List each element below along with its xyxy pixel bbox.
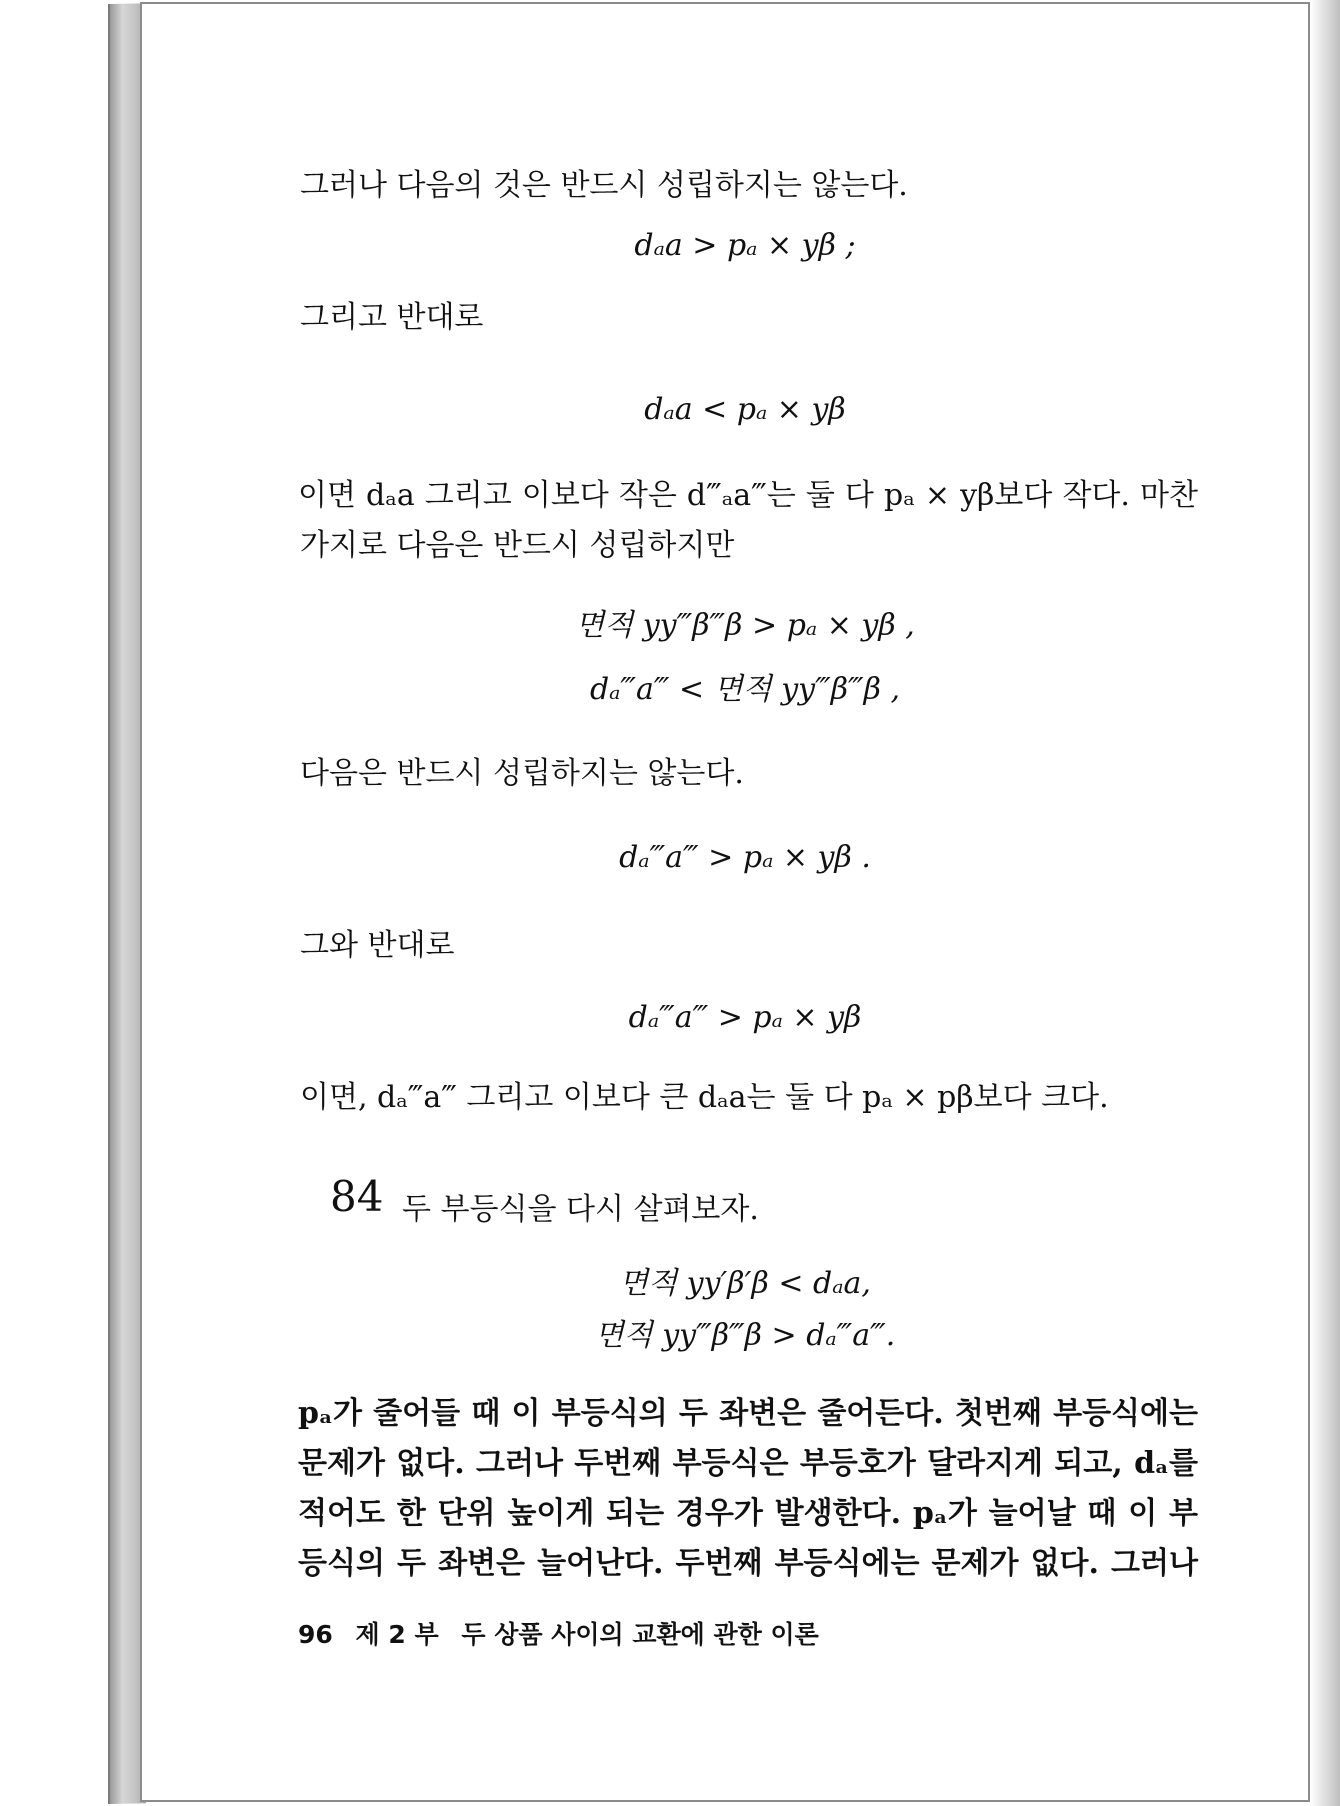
text-line-1: 그러나 다음의 것은 반드시 성립하지는 않는다.	[300, 168, 908, 203]
closing-line-2: 문제가 없다. 그러나 두번째 부등식은 부등호가 달라지게 되고, dₐ를	[298, 1446, 1198, 1481]
footer-title: 두 상품 사이의 교환에 관한 이론	[461, 1620, 819, 1649]
section-heading: 두 부등식을 다시 살펴보자.	[402, 1192, 759, 1227]
equation-2: dₐa < pₐ × yβ	[644, 392, 846, 427]
text-line-5: 다음은 반드시 성립하지는 않는다.	[300, 756, 744, 791]
closing-line-4: 등식의 두 좌변은 늘어난다. 두번째 부등식에는 문제가 없다. 그러나	[298, 1546, 1198, 1581]
text-line-6: 그와 반대로	[300, 928, 455, 963]
equation-4: dₐ‴a‴ < 면적 yy‴β‴β ,	[589, 672, 901, 707]
text-line-7: 이면, dₐ‴a‴ 그리고 이보다 큰 dₐa는 둘 다 pₐ × pβ보다 크다.	[300, 1080, 1109, 1115]
equation-5: dₐ‴a‴ > pₐ × yβ .	[619, 840, 871, 875]
page-footer	[298, 1615, 833, 1651]
text-line-2: 그리고 반대로	[300, 300, 484, 335]
equation-1: dₐa > pₐ × yβ ;	[634, 228, 856, 263]
page-edge-shadow	[1310, 0, 1340, 1806]
closing-line-3: 적어도 한 단위 높이게 되는 경우가 발생한다. pₐ가 늘어날 때 이 부	[298, 1496, 1198, 1531]
equation-3: 면적 yy‴β‴β > pₐ × yβ ,	[575, 608, 915, 643]
equation-8: 면적 yy‴β‴β > dₐ‴a‴.	[594, 1318, 896, 1353]
text-line-3: 이면 dₐa 그리고 이보다 작은 d‴ₐa‴는 둘 다 pₐ × yβ보다 작다. 마찬	[298, 478, 1198, 513]
equation-6: dₐ‴a‴ > pₐ × yβ	[628, 1000, 862, 1035]
equation-7: 면적 yy′β′β < dₐa,	[619, 1266, 871, 1301]
book-page	[140, 2, 1310, 1802]
footer-part: 제 2 부	[355, 1620, 439, 1649]
page-number: 96	[298, 1620, 333, 1649]
section-number: 84	[330, 1172, 384, 1221]
text-line-4: 가지로 다음은 반드시 성립하지만	[300, 528, 735, 563]
closing-line-1: pₐ가 줄어들 때 이 부등식의 두 좌변은 줄어든다. 첫번째 부등식에는	[298, 1396, 1198, 1431]
